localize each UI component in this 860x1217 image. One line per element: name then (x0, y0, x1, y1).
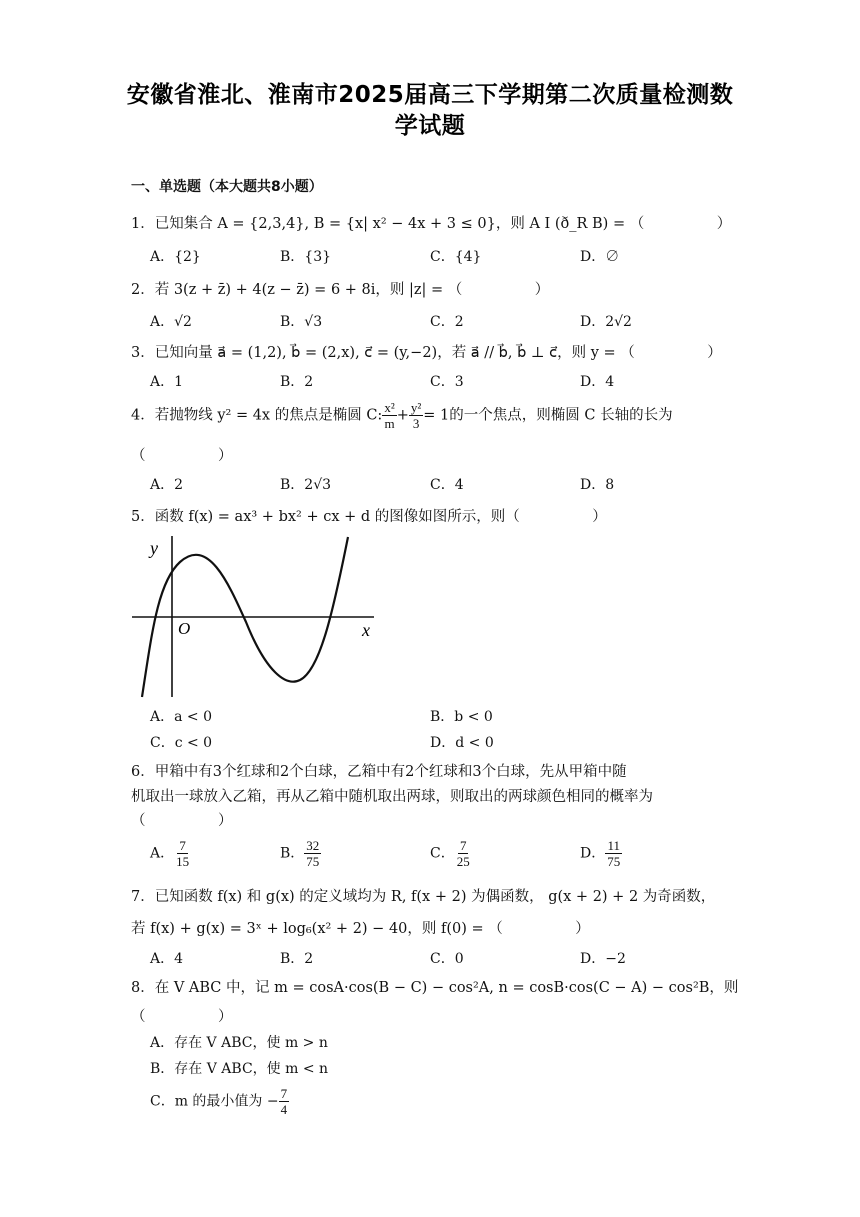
question-3-stem: 3．已知向量 a⃗ = (1,2), b⃗ = (2,x), c⃗ = (y,−2)，若 a⃗ // b⃗, b⃗ ⊥ c⃗，则 y = （ ） (131, 345, 722, 361)
question-5-option-c: C．c < 0 (150, 735, 213, 751)
graph-origin-label: O (178, 619, 191, 638)
question-4-option-c: C．4 (430, 477, 464, 493)
question-7-option-b: B．2 (280, 951, 314, 967)
option-label: B． (280, 845, 305, 862)
option-fraction (304, 838, 321, 869)
question-2-option-c: C．2 (430, 314, 464, 330)
option-label: C． (430, 845, 455, 862)
fraction-denominator: 25 (456, 854, 470, 869)
question-8-option-a: A．存在 V ABC，使 m > n (150, 1035, 328, 1051)
question-5-stem: 5．函数 f(x) = ax³ + bx² + cx + d 的图像如图所示，则（ ） (131, 509, 607, 525)
question-8-option-c (150, 1086, 289, 1117)
question-4-option-b: B．2√3 (280, 477, 332, 493)
option-fraction (455, 838, 472, 869)
question-4-option-d: D．8 (580, 477, 615, 493)
option-text: C．m 的最小值为 − (150, 1093, 279, 1110)
question-5-option-b: B．b < 0 (430, 709, 493, 725)
question-8-answer-paren: （ ） (131, 1009, 233, 1025)
fraction-denominator: 15 (176, 854, 190, 869)
option-fraction (605, 838, 622, 869)
option-label: A． (150, 845, 175, 862)
option-label: D． (580, 845, 606, 862)
fraction-numerator: 7 (179, 838, 186, 853)
question-8-stem: 8．在 V ABC 中，记 m = cosA·cos(B − C) − cos²A, n = cosB·cos(C − A) − cos²B，则 (131, 980, 739, 996)
question-1-option-d: D．∅ (580, 249, 620, 265)
question-7-option-c: C．0 (430, 951, 464, 967)
question-3-option-d: D．4 (580, 374, 615, 390)
graph-y-label: y (150, 538, 158, 558)
question-6-option-b (280, 838, 321, 869)
question-4-fraction-x (382, 400, 396, 431)
section-heading-single-choice: 一、单选题（本大题共8小题） (131, 179, 323, 195)
question-5-option-a: A．a < 0 (150, 709, 212, 725)
question-7-option-a: A．4 (150, 951, 184, 967)
question-2-stem: 2．若 3(z + z̄) + 4(z − z̄) = 6 + 8i，则 |z| = （ ） (131, 282, 550, 298)
fraction-numerator: 7 (280, 1086, 288, 1101)
fraction-denominator: 3 (412, 416, 420, 431)
question-2-option-d: D．2√2 (580, 314, 632, 330)
question-5-option-d: D．d < 0 (430, 735, 494, 751)
question-7-option-d: D．−2 (580, 951, 626, 967)
cubic-function-graph (128, 532, 378, 702)
question-6-stem-line1: 6．甲箱中有3个红球和2个白球，乙箱中有2个红球和3个白球，先从甲箱中随 (131, 764, 627, 780)
question-6-answer-paren: （ ） (131, 813, 233, 829)
question-4-answer-paren: （ ） (131, 448, 233, 464)
question-6-stem-line2: 机取出一球放入乙箱，再从乙箱中随机取出两球，则取出的两球颜色相同的概率为 (131, 789, 653, 805)
exam-title-line1: 安徽省淮北、淮南市2025届高三下学期第二次质量检测数 (126, 82, 734, 108)
question-1-option-c: C．{4} (430, 249, 482, 265)
question-6-option-d (580, 838, 622, 869)
fraction-numerator: 7 (459, 838, 467, 853)
question-1-option-b: B．{3} (280, 249, 332, 265)
question-8-option-b: B．存在 V ABC，使 m < n (150, 1061, 329, 1077)
question-2-option-b: B．√3 (280, 314, 323, 330)
question-6-option-c (430, 838, 472, 869)
question-6-option-a (150, 838, 191, 869)
fraction-numerator: y² (410, 400, 422, 415)
graph-x-label: x (362, 620, 370, 640)
fraction-denominator: 4 (280, 1102, 288, 1117)
fraction-numerator: x² (384, 400, 395, 415)
fraction-numerator: 11 (607, 838, 620, 853)
exam-title-line2: 学试题 (394, 113, 466, 139)
option-fraction (279, 1086, 290, 1117)
question-4-fraction-y (409, 400, 423, 431)
question-1-stem: 1．已知集合 A = {2,3,4}, B = {x| x² − 4x + 3 ≤ 0}，则 A I (ð_R B) = （ ） (131, 216, 732, 232)
question-4-text-post: = 1的一个焦点，则椭圆 C 长轴的长为 (423, 407, 673, 424)
question-7-stem-line2: 若 f(x) + g(x) = 3ˣ + log₆(x² + 2) − 40，则 f(0) = （ ） (131, 921, 590, 937)
question-3-option-c: C．3 (430, 374, 464, 390)
question-4-text-pre: 4．若抛物线 y² = 4x 的焦点是椭圆 C: (131, 407, 383, 424)
question-1-option-a: A．{2} (150, 249, 201, 265)
fraction-denominator: 75 (306, 854, 320, 869)
fraction-denominator: 75 (607, 854, 621, 869)
question-4-option-a: A．2 (150, 477, 184, 493)
question-3-option-b: B．2 (280, 374, 314, 390)
option-fraction (174, 838, 191, 869)
fraction-denominator: m (384, 416, 395, 431)
question-3-option-a: A．1 (150, 374, 184, 390)
question-4-plus: + (396, 407, 409, 424)
question-2-option-a: A．√2 (150, 314, 192, 330)
question-4-stem (131, 400, 673, 431)
question-7-stem-line1: 7．已知函数 f(x) 和 g(x) 的定义域均为 R, f(x + 2) 为偶函数， g(x + 2) + 2 为奇函数， (131, 889, 716, 905)
fraction-numerator: 32 (306, 838, 320, 853)
